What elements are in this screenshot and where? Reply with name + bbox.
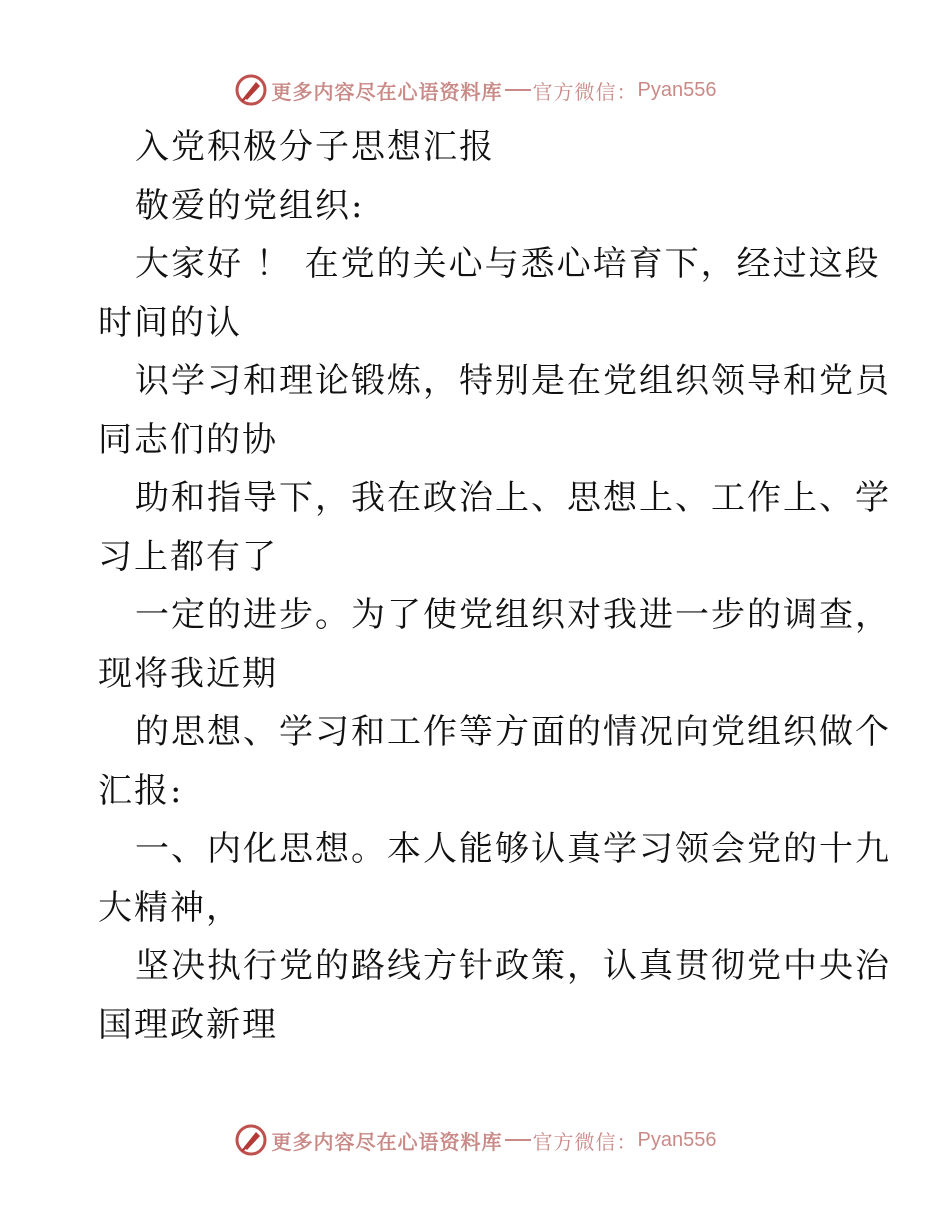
pen-nib-icon <box>234 1123 268 1157</box>
banner-wechat-id: Pyan556 <box>637 78 717 101</box>
banner-wechat-id: Pyan556 <box>637 1128 717 1151</box>
document-line: 时间的认 <box>98 302 242 343</box>
document-line: 助和指导下，我在政治上、思想上、工作上、学 <box>135 478 891 518</box>
document-line: 的思想、学习和工作等方面的情况向党组织做个 <box>135 712 891 752</box>
document-line: 坚决执行党的路线方针政策，认真贯彻党中央治 <box>135 946 891 986</box>
pen-nib-icon <box>234 73 268 107</box>
footer-watermark-banner <box>0 1120 950 1160</box>
document-line: 大家好 ！ 在党的关心与悉心培育下，经过这段 <box>135 244 881 284</box>
header-watermark-banner <box>0 70 950 110</box>
banner-dash <box>505 89 531 91</box>
banner-main-text: 更多内容尽在心语资料库 <box>271 1129 503 1154</box>
document-line: 大精神， <box>98 887 242 928</box>
banner-dash <box>505 1139 531 1141</box>
document-body <box>0 118 950 1054</box>
document-line: 入党积极分子思想汇报 <box>135 127 495 167</box>
document-line: 一定的进步。为了使党组织对我进一步的调查， <box>135 595 891 635</box>
banner-main-text: 更多内容尽在心语资料库 <box>271 79 503 104</box>
document-line: 一、内化思想。本人能够认真学习领会党的十九 <box>135 829 891 869</box>
document-line: 国理政新理 <box>98 1004 278 1045</box>
document-line: 同志们的协 <box>98 419 278 460</box>
banner-sub-text: 官方微信： <box>532 79 638 104</box>
document-line: 汇报: <box>98 770 184 811</box>
document-line: 现将我近期 <box>98 653 278 694</box>
document-line: 敬爱的党组织: <box>135 185 365 226</box>
banner-sub-text: 官方微信： <box>532 1129 638 1154</box>
document-line: 习上都有了 <box>98 536 278 577</box>
document-line: 识学习和理论锻炼，特别是在党组织领导和党员 <box>135 361 891 401</box>
